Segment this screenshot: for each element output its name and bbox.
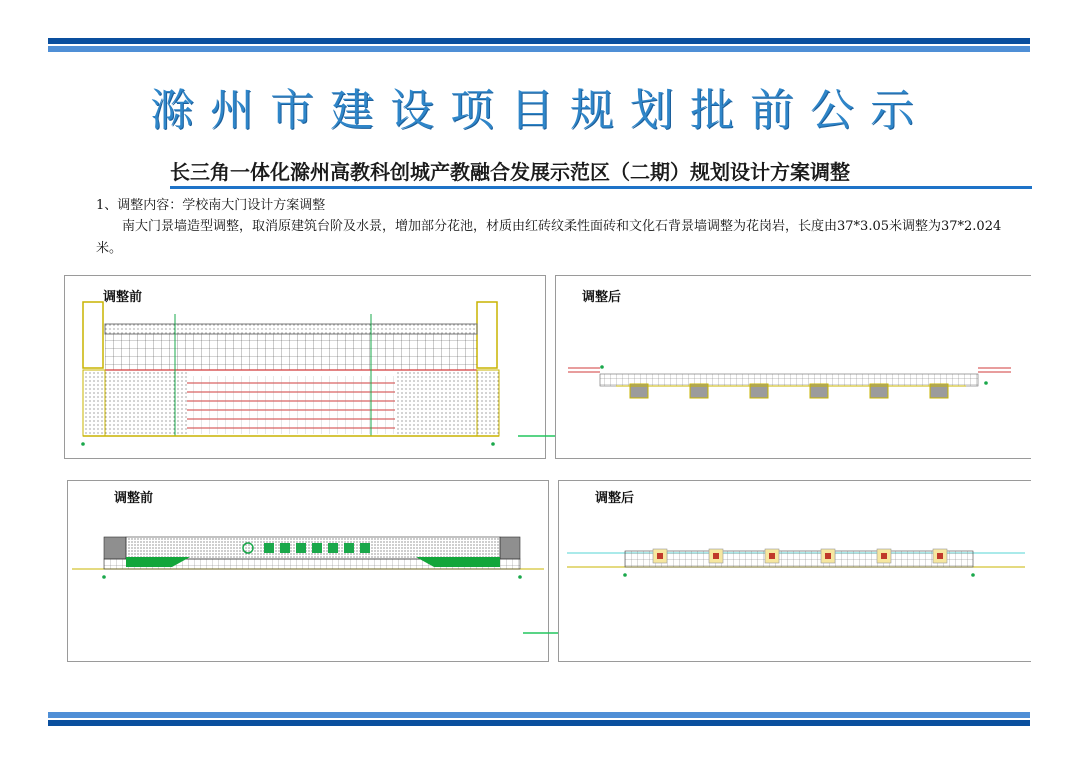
plan-after-panel xyxy=(555,275,1031,459)
elevation-after-panel xyxy=(558,480,1031,662)
subtitle-underline xyxy=(170,186,1032,189)
adjustment-description: 南大门景墙造型调整，取消原建筑台阶及水景，增加部分花池，材质由红砖纹柔性面砖和文化石背景墙调整为花岗岩，长度由37*3.05米调整为37*2.024米。 xyxy=(96,219,1002,256)
elevation-before-drawing xyxy=(68,481,548,661)
plan-before-panel xyxy=(64,275,546,459)
project-subtitle: 长三角一体化滁州高教科创城产教融合发展示范区（二期）规划设计方案调整 xyxy=(170,160,850,184)
bottom-decorative-band xyxy=(48,712,1030,726)
elevation-after-drawing xyxy=(559,481,1031,661)
elevation-before-panel xyxy=(67,480,549,662)
top-decorative-band xyxy=(48,38,1030,52)
before-label: 调整前 xyxy=(103,290,143,305)
before-label: 调整前 xyxy=(114,491,154,506)
adjustment-item: 1、调整内容：学校南大门设计方案调整 xyxy=(96,198,326,213)
after-label: 调整后 xyxy=(582,290,622,305)
page-title: 滁州市建设项目规划批前公示 xyxy=(150,85,930,136)
after-label: 调整后 xyxy=(595,491,635,506)
plan-after-drawing xyxy=(556,276,1031,458)
